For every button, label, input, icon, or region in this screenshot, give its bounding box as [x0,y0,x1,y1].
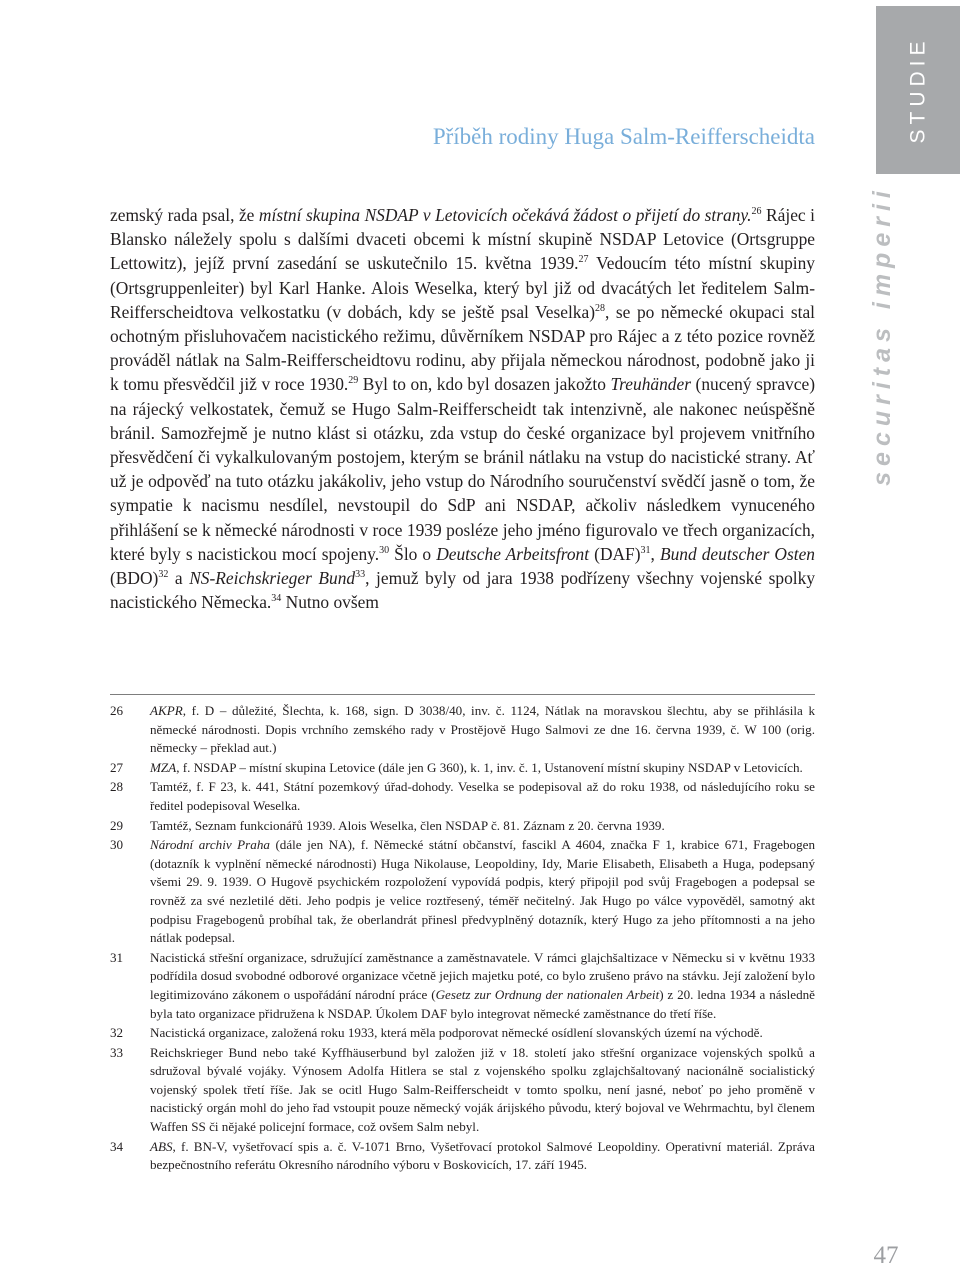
text-run: ) z 20. ledna 1934 a následně byla tato organizace přidružena k NSDAP. Úkolem DAF bylo integrovat německé zaměstnance do třetí říše. [150,986,815,1021]
text-run: Nutno ovšem [281,592,379,613]
footnote [110,1024,815,1043]
footnote-text [150,836,815,948]
footnote [110,1138,815,1175]
text-run: zemský rada psal, že [110,205,259,225]
text-run: Reichskrieger Bund nebo také Kyffhäuserbund byl založen již v 18. století jako střešní organizace vojenských spolků a sdružoval bývalé vojáky. Výnosem Adolfa Hitlera se stal z vojenského spolku zglajchšaltovaný nacionálně socialistický vojenský spolek třetí říše. Jak se ocitl Hugo Salm-Reifferscheidt v tomto spolku, není jasné, neboť po jeho proměně v nacistický orgán mohl do jeho řad vstoupit pouze německý voják árijského původu, který bojoval ve Wehrmachtu, byl členem Waffen SS či nějaké policejní formace, což ovšem Salm nebyl. [150,1044,815,1135]
italic-text: Deutsche Arbeitsfront [436,543,590,564]
footnote-reference: 33 [355,569,366,581]
footnote-reference: 26 [751,206,762,218]
text-run: (DAF) [589,543,641,564]
footnote-number: 34 [110,1138,124,1154]
italic-text: MZA [150,759,177,775]
text-run: a [168,568,190,589]
text-run: , se po německé okupaci stal ochotným přisluhovačem nacistického režimu, důvěrníkem NSDAP pro Rájec a z této pozice rovněž prováděl nátlak na Salm-Reifferscheidtovu rodinu, aby přijala německou národnost, podobně jako ji k tomu přesvědčil již v roce 1930. [110,301,815,395]
section-tab [876,6,960,174]
footnote-reference: 30 [379,545,390,557]
main-text [110,203,815,614]
footnote [110,949,815,1023]
text-run: , f. NSDAP – místní skupina Letovice (dále jen G 360), k. 1, inv. č. 1, Ustanovení místní skupiny NSDAP v Letovicích. [176,759,803,775]
footnote-reference: 34 [271,593,282,605]
running-head: Příběh rodiny Huga Salm-Reifferscheidta [432,124,815,149]
section-tab-label: STUDIE [906,36,930,144]
italic-text: Gesetz zur Ordnung der nationalen Arbeit [435,986,660,1002]
footnote-number: 28 [110,779,124,795]
footnote-number: 30 [110,837,124,853]
footnote-reference: 27 [578,254,589,266]
footnote-text [150,1138,815,1175]
footnote [110,836,815,948]
text-run: , jemuž byly od jara 1938 podřízeny všechny vojenské spolky nacistického Německa. [110,568,816,613]
journal-side-title-text: securitas imperii [867,184,896,486]
text-run: Byl to on, kdo byl dosazen jakožto [358,374,611,395]
footnote-divider [110,694,815,695]
footnote-number: 32 [110,1025,124,1041]
footnote-number: 26 [110,703,124,718]
footnote-reference: 32 [158,569,169,581]
italic-text: Treuhänder [610,374,691,395]
text-run: (dále jen NA), f. Německé státní občanství, fascikl A 4604, značka F 1, krabice 671, Fragebogen (dotazník k vyplnění německé národnosti) Huga Nikolause, Leopoldiny, Idy, Marie Elisabeth, Elisabeth a Huga, podepsaný všemi 29. 9. 1939. O Hugově psychickém rozpoložení vypovídá podpis, který připojil pod svůj Fragebogen a podepsal se rovněž za své nezletilé děti. Jeho podpis je velice roztřesený, téměř nečitelný. Jak Hugo po válce vypověděl, samotný akt podpisu Fragebogenů probíhal tak, že oberlandrát přinesl předvyplněný dotazník, který Hugo za jeho přítomnosti a na jeho nátlak podepsal. [150,837,815,946]
text-run: (nucený spravce) na rájecký velkostatek, čemuž se Hugo Salm-Reifferscheidt tak intenzivně, ale nakonec neúspěšně bránil. Samozřejmě je nutno klást si otázku, zda vstup do české organizace byl projevem vnitřního přesvědčení či vykalkulovaným postojem, kterým se bránil nátlaku na vstup do nacistické strany. Ať už je odpověď na tuto otázku jakákoliv, jeho vstup do Národního souručenství svědčí jasně o tom, že sympatie k nacismu nesdílel, nevstoupil do SdP ani NSDAP, ačkoliv následkem vynuceného přihlášení se k německé národnosti v roce 1939 posléze jeho jméno figurovalo ve třech organizacích, které byly s nacistickou mocí spojeny. [110,374,815,564]
footnote-text [150,702,815,758]
footnote-reference: 28 [595,303,605,315]
footnotes [110,702,815,1176]
footnote-number: 29 [110,817,124,833]
text-run: Šlo o [389,543,437,564]
footnote-text [150,759,815,778]
footnote [110,778,815,815]
text-run: Tamtéž, f. F 23, k. 441, Státní pozemkový úřad-dohody. Veselka se podepisoval až do roku 1938, od následujícího roku se ředitel podepisoval Weselka. [150,779,815,813]
italic-text: Bund deutscher Osten [659,543,815,564]
footnote [110,702,815,758]
footnote-number: 33 [110,1044,124,1060]
text-run: Rájec i Blansko náležely spolu s dalšími dvaceti obcemi k místní skupině NSDAP Letovice (Ortsgruppe Lettowitz), jejíž první zasedání se uskutečnilo 15. května 1939. [110,205,815,274]
footnote-text [150,1024,815,1043]
footnote-text [150,778,815,815]
footnote [110,759,815,778]
footnote [110,1044,815,1137]
italic-text: AKPR [150,703,183,718]
text-run: , f. BN-V, vyšetřovací spis a. č. V-1071 Brno, Vyšetřovací protokol Salmové Leopoldiny. Operativní materiál. Zpráva bezpečnostního referátu Okresního národního výboru v Boskovicích, 17. září 1945. [150,1138,815,1173]
italic-text: Národní archiv Praha [150,837,270,853]
italic-text: místní skupina NSDAP v Letovicích očekává žádost o přijetí do strany. [258,205,752,225]
footnote-text [150,1044,815,1137]
body-paragraph [110,203,815,614]
footnote-reference: 31 [640,545,651,557]
footnote-number: 27 [110,759,124,775]
text-run: Nacistická organizace, založená roku 1933, která měla podporovat německé osídlení slovanských území na východě. [150,1025,763,1041]
text-run: Nacistická střešní organizace, sdružující zaměstnance a zaměstnavatele. V rámci glajchšaltizace v Německu si v květnu 1933 podřídila dosud svobodné odborové organizace včetně jejich majetku poté, co bylo zrušeno právo na stávku. Její založení bylo legitimizováno zákonem o uspořádání národní práce ( [150,949,815,1002]
text-run: Vedoucím této místní skupiny (Ortsgruppenleiter) byl Karl Hanke. Alois Weselka, který byl již od dvacátých let ředitelem Salm-Reifferscheidtova velkostatku (v dobách, kdy se ještě psal Veselka) [110,253,815,322]
text-run: Tamtéž, Seznam funkcionářů 1939. Alois Weselka, člen NSDAP č. 81. Záznam z 20. června 1939. [150,817,665,833]
italic-text: NS-Reichskrieger Bund [189,568,356,589]
text-run: , [650,543,660,564]
footnote-number: 31 [110,949,124,965]
footnote-text [150,817,815,836]
journal-side-title [862,184,902,486]
italic-text: ABS [150,1138,173,1154]
text-run: , f. D – důležité, Šlechta, k. 168, sign. D 3038/40, inv. č. 1124, Nátlak na moravskou šlechtu, aby se přihlásila k německé národnosti. Dopis vrchního zemského rady v Prostějově Hugo Salmovi ze dne 16. června 1939, č. W 100 (orig. německy – překlad aut.) [150,703,815,756]
page-number: 47 [873,1242,899,1269]
footnote-reference: 29 [348,375,359,387]
footnote-text [150,949,815,1023]
text-run: (BDO) [110,568,159,589]
footnote [110,817,815,836]
